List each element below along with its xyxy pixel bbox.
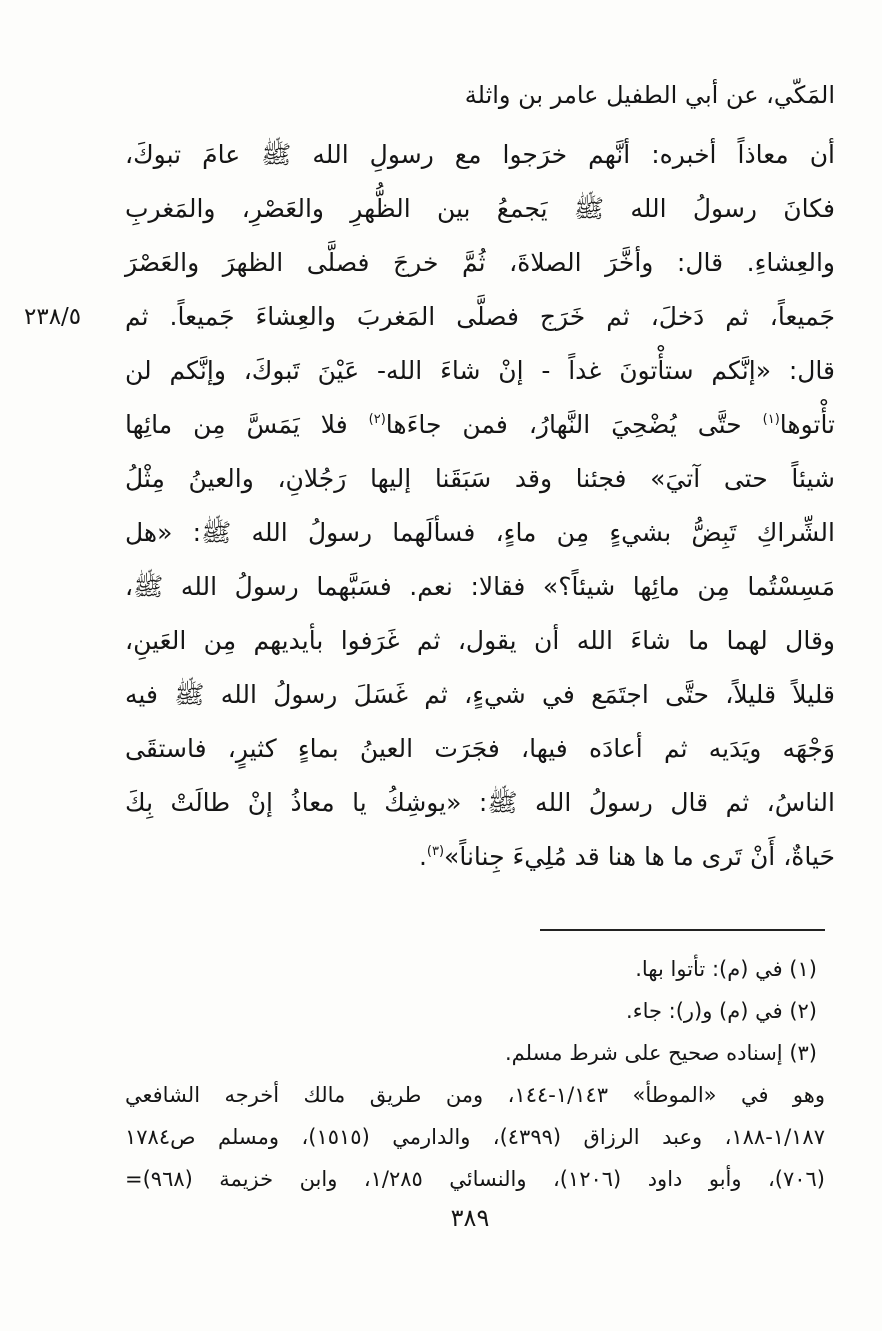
footnote-ref-1: (١) — [762, 412, 780, 427]
body-line-text: أن معاذاً أخبره: أنَّهم خرَجوا مع رسولِ الله ﷺ عامَ تبوكَ، — [125, 140, 835, 169]
body-line-text: . — [418, 842, 427, 871]
footnote-continuation-line: ١/١٨٧-١٨٨، وعبد الرزاق (٤٣٩٩)، والدارمي (١٥١٥)، ومسلم ص١٧٨٤ — [125, 1125, 825, 1149]
body-line — [125, 776, 835, 830]
footnote-separator — [540, 929, 825, 931]
page-number: ٣٨٩ — [450, 1204, 490, 1232]
body-line — [125, 668, 835, 722]
body-line — [125, 722, 835, 776]
running-header: المَكّي، عن أبي الطفيل عامر بن واثلة — [464, 81, 835, 109]
body-line — [125, 344, 835, 398]
footnote-continuation-line: (٧٠٦)، وأبو داود (١٢٠٦)، والنسائي ١/٢٨٥، وابن خزيمة (٩٦٨)= — [125, 1167, 825, 1191]
body-line-text: الشِّراكِ تَبِضُّ بشيءٍ مِن ماءٍ، فسألَهما رسولُ الله ﷺ: «هل — [125, 518, 835, 547]
body-line — [125, 452, 835, 506]
body-line-final — [125, 830, 835, 884]
body-line — [125, 506, 835, 560]
body-line — [125, 236, 835, 290]
body-line — [125, 290, 835, 344]
body-line-text: وقال لهما ما شاءَ الله أن يقول، ثم غَرَفوا بأيديهم مِن العَينِ، — [125, 626, 835, 655]
footnote-continuation-line: وهو في «الموطأ» ١/١٤٣-١٤٤، ومن طريق مالك أخرجه الشافعي — [125, 1083, 825, 1107]
body-line-text: جَميعاً، ثم دَخلَ، ثم خَرَج فصلَّى المَغربَ والعِشاءَ جَميعاً. ثم — [125, 302, 835, 331]
body-line-text: والعِشاءِ. قال: وأخَّرَ الصلاةَ، ثُمَّ خرجَ فصلَّى الظهرَ والعَصْرَ — [125, 248, 835, 277]
body-line-text: قال: «إنَّكم ستأْتونَ غداً - إنْ شاءَ الله- عَيْنَ تَبوكَ، وإنَّكم لن — [125, 356, 835, 385]
body-line-text: تأْتوها — [779, 410, 836, 439]
body-line — [125, 560, 835, 614]
body-line-text: شيئاً حتى آتيَ» فجئنا وقد سَبَقَنا إليها رَجُلانِ، والعينُ مِثْلُ — [125, 464, 835, 493]
body-text — [125, 128, 835, 884]
margin-page-reference: ٢٣٨/٥ — [24, 304, 82, 330]
body-line-text: وَجْهَه ويَدَيه ثم أعادَه فيها، فجَرَت العينُ بماءٍ كثيرٍ، فاستقَى — [125, 734, 835, 763]
footnote-item: (٣) إسناده صحيح على شرط مسلم. — [504, 1041, 817, 1065]
body-line-text: حتَّى يُضْحِيَ النَّهارُ، فمن جاءَها — [385, 410, 763, 439]
body-line — [125, 398, 835, 452]
body-line-text: الناسُ، ثم قال رسولُ الله ﷺ: «يوشِكُ يا معاذُ إنْ طالَتْ بِكَ — [125, 788, 835, 817]
body-line — [125, 128, 835, 182]
body-line-text: قليلاً قليلاً، حتَّى اجتَمَع في شيءٍ، ثم غَسَلَ رسولُ الله ﷺ فيه — [125, 680, 835, 709]
body-line — [125, 614, 835, 668]
body-line-text: حَياةٌ، أَنْ تَرى ما ها هنا قد مُلِيءَ جِناناً» — [444, 842, 835, 871]
body-line-text: فلا يَمَسَّ مِن مائِها — [125, 410, 369, 439]
footnote-list — [125, 948, 825, 1200]
body-line-text: مَسِسْتُما مِن مائِها شيئاً؟» فقالا: نعم. فسَبَّهما رسولُ الله ﷺ، — [125, 572, 835, 601]
footnote-item: (٢) في (م) و(ر): جاء. — [626, 999, 817, 1023]
footnote-ref-2: (٢) — [368, 412, 386, 427]
footnote-item: (١) في (م): تأتوا بها. — [635, 957, 817, 981]
footnote-ref-3: (٣) — [426, 844, 445, 859]
body-line — [125, 182, 835, 236]
body-line-text: فكانَ رسولُ الله ﷺ يَجمعُ بين الظُّهرِ والعَصْرِ، والمَغربِ — [125, 194, 835, 223]
